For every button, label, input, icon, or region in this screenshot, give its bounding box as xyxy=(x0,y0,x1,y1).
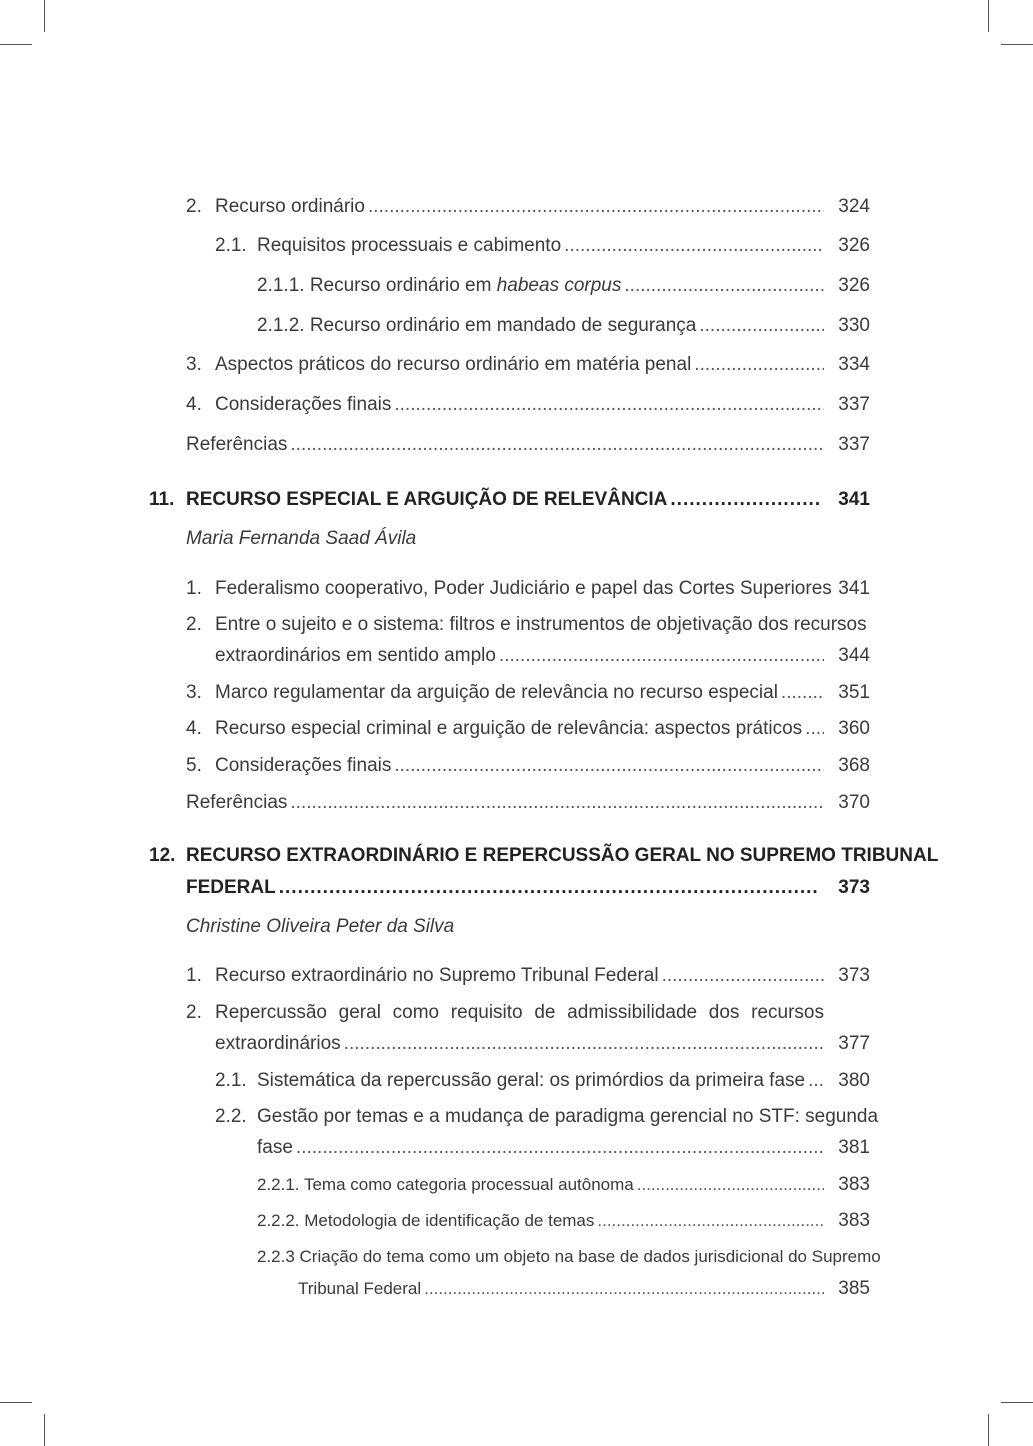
chapter-number: 12. xyxy=(149,845,176,866)
entry-page: 377 xyxy=(838,1033,870,1054)
entry-page: 330 xyxy=(838,315,870,336)
entry-page: 351 xyxy=(838,682,870,703)
entry-page: 337 xyxy=(838,434,870,455)
entry-page: 337 xyxy=(838,394,870,415)
crop-mark xyxy=(988,0,989,32)
dot-leader xyxy=(290,434,824,456)
dot-leader xyxy=(670,489,820,511)
entry-title: Recurso especial criminal e arguição de relevância: aspectos práticos xyxy=(215,718,803,739)
dot-leader xyxy=(424,1279,824,1299)
entry-title: Recurso extraordinário no Supremo Tribunal Federal xyxy=(215,965,659,986)
dot-leader xyxy=(808,1070,824,1092)
entry-title-cont: Tribunal Federal xyxy=(298,1279,422,1298)
entry-number: 4. xyxy=(186,394,202,415)
entry-number: 1. xyxy=(186,578,202,599)
entry-number: 3. xyxy=(186,682,202,703)
chapter-author: Maria Fernanda Saad Ávila xyxy=(186,528,417,549)
chapter-number: 11. xyxy=(149,489,175,510)
dot-leader xyxy=(694,354,824,376)
dot-leader xyxy=(564,235,824,257)
entry-title-cont: fase xyxy=(257,1137,293,1158)
entry-title: 2.2.3 Criação do tema como um objeto na base de dados jurisdicional do Supremo xyxy=(257,1247,881,1266)
dot-leader xyxy=(279,877,820,899)
entry-page: 360 xyxy=(838,718,870,739)
entry-page: 383 xyxy=(838,1174,870,1195)
chapter-page: 341 xyxy=(838,489,870,510)
entry-number: 2. xyxy=(186,614,202,635)
dot-leader xyxy=(637,1175,824,1195)
entry-number: 2. xyxy=(186,1002,202,1023)
crop-mark xyxy=(1001,1402,1033,1403)
entry-title: Gestão por temas e a mudança de paradigma gerencial no STF: segunda xyxy=(257,1106,879,1127)
crop-mark xyxy=(0,1402,32,1403)
dot-leader xyxy=(296,1137,824,1159)
entry-page: 326 xyxy=(838,235,870,256)
entry-title: 2.1.2. Recurso ordinário em mandado de segurança xyxy=(257,315,697,336)
entry-number: 5. xyxy=(186,755,202,776)
chapter-title: RECURSO ESPECIAL E ARGUIÇÃO DE RELEVÂNCIA xyxy=(186,489,668,510)
chapter-title: RECURSO EXTRAORDINÁRIO E REPERCUSSÃO GERAL NO SUPREMO TRIBUNAL xyxy=(186,845,939,866)
entry-title: Recurso ordinário xyxy=(215,196,365,217)
entry-page: 380 xyxy=(838,1070,870,1091)
entry-title: Federalismo cooperativo, Poder Judiciário e papel das Cortes Superiores xyxy=(215,578,832,599)
entry-page: 370 xyxy=(838,792,870,813)
entry-title: Entre o sujeito e o sistema: filtros e instrumentos de objetivação dos recursos xyxy=(215,614,867,635)
entry-title-text: 2.1.1. Recurso ordinário em xyxy=(257,275,497,296)
entry-page: 324 xyxy=(838,196,870,217)
dot-leader xyxy=(368,196,824,218)
entry-page: 341 xyxy=(838,578,870,599)
dot-leader xyxy=(394,394,824,416)
entry-title: Repercussão geral como requisito de admissibilidade dos recursos xyxy=(215,1002,824,1023)
entry-number: 2. xyxy=(186,196,202,217)
entry-page: 334 xyxy=(838,354,870,375)
crop-mark xyxy=(0,44,32,45)
entry-title: Referências xyxy=(186,792,288,813)
crop-mark xyxy=(1001,44,1033,45)
dot-leader xyxy=(290,792,824,814)
dot-leader xyxy=(344,1033,824,1055)
chapter-author: Christine Oliveira Peter da Silva xyxy=(186,916,455,937)
entry-title xyxy=(257,275,621,297)
entry-title: Considerações finais xyxy=(215,394,392,415)
dot-leader xyxy=(624,275,824,297)
entry-page: 326 xyxy=(838,275,870,296)
crop-mark xyxy=(988,1414,989,1446)
entry-title: Marco regulamentar da arguição de relevância no recurso especial xyxy=(215,682,778,703)
entry-number: 2.1. xyxy=(215,235,247,256)
entry-title: Referências xyxy=(186,434,288,455)
entry-title: Requisitos processuais e cabimento xyxy=(257,235,562,256)
entry-page: 381 xyxy=(838,1137,870,1158)
entry-title-cont: extraordinários xyxy=(215,1033,341,1054)
entry-page: 368 xyxy=(838,755,870,776)
entry-page: 373 xyxy=(838,965,870,986)
entry-number: 2.1. xyxy=(215,1070,247,1091)
entry-title-line1 xyxy=(215,614,867,636)
dot-leader xyxy=(394,755,824,777)
crop-mark xyxy=(44,1414,45,1446)
entry-title: Aspectos práticos do recurso ordinário em matéria penal xyxy=(215,354,692,375)
dot-leader xyxy=(597,1211,824,1231)
dot-leader xyxy=(699,315,824,337)
entry-page: 383 xyxy=(838,1210,870,1231)
entry-title-italic: habeas corpus xyxy=(496,275,622,296)
chapter-title-cont: FEDERAL xyxy=(186,877,276,898)
entry-number: 2.2. xyxy=(215,1106,247,1127)
entry-number: 1. xyxy=(186,965,202,986)
dot-leader xyxy=(781,682,824,704)
dot-leader xyxy=(662,965,824,987)
dot-leader xyxy=(499,645,824,667)
entry-title: Sistemática da repercussão geral: os primórdios da primeira fase xyxy=(257,1070,806,1091)
entry-title: Considerações finais xyxy=(215,755,392,776)
entry-page: 385 xyxy=(838,1278,870,1299)
entry-number: 4. xyxy=(186,718,202,739)
entry-page: 344 xyxy=(838,645,870,666)
entry-title: 2.2.2. Metodologia de identificação de temas xyxy=(257,1211,595,1230)
dot-leader xyxy=(805,718,824,740)
entry-title: 2.2.1. Tema como categoria processual autônoma xyxy=(257,1175,634,1194)
entry-number: 3. xyxy=(186,354,202,375)
chapter-page: 373 xyxy=(838,877,870,898)
entry-title-cont: extraordinários em sentido amplo xyxy=(215,645,496,666)
crop-mark xyxy=(44,0,45,32)
